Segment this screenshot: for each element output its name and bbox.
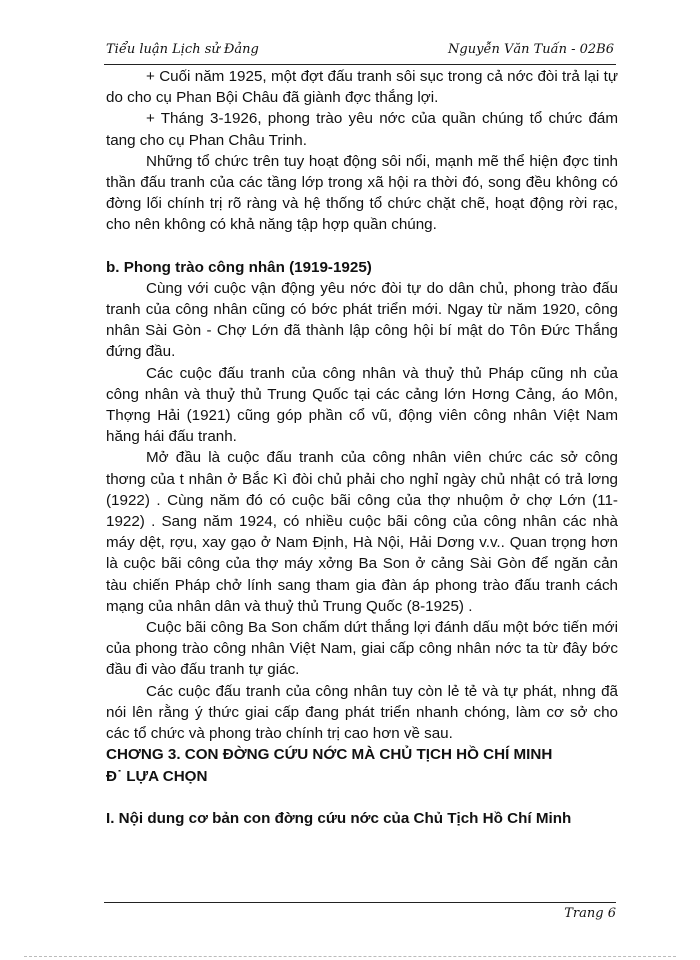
page-number: Trang 6: [564, 906, 616, 921]
chapter-title-line-1: CHƠNG 3. CON ĐỜNG CỨU NỚC MÀ CHỦ TỊCH HỒ CHÍ MINH: [106, 746, 553, 764]
paragraph-workers-3: Mở đầu là cuộc đấu tranh của công nhân viên chức các sở công thơng của t nhân ở Bắc Kì đòi chủ phải cho nghỉ ngày chủ nhật có trả lơng (1922) . Cùng năm đó có cuộc bãi công của thợ nhuộm ở chợ Lớn (11-1922) . Sang năm 1924, có nhiều cuộc bãi công của công nhân các nhà máy dệt, rợu, xay gạo ở Nam Định, Hà Nội, Hải Dơng v.v.. Quan trọng hơn là cuộc bãi công của thợ máy xởng Ba Son ở cảng Sài Gòn để ngăn cản tàu chiến Pháp chở lính sang tham gia đàn áp phong trào đấu tranh cách mạng của nhân dân và thuỷ thủ Trung Quốc (8-1925) .: [106, 449, 618, 615]
paragraph-march-1926: + Tháng 3-1926, phong trào yêu nớc của quần chúng tổ chức đám tang cho cụ Phan Châu Trinh.: [106, 110, 618, 149]
paragraph-spacer: [106, 787, 618, 808]
header-divider: [104, 64, 616, 65]
footer-divider: [104, 902, 616, 903]
paragraph-workers-2: Các cuộc đấu tranh của công nhân và thuỷ thủ Pháp cũng nh của công nhân và thuỷ thủ Trung Quốc tại các cảng lớn Hơng Cảng, áo Môn, Thợng Hải (1921) cũng góp phần cổ vũ, động viên công nhân Việt Nam hăng hái đấu tranh.: [106, 364, 618, 446]
header-author: Nguyễn Văn Tuấn - 02B6: [448, 42, 614, 57]
paragraph-spacer: [106, 236, 618, 257]
section-heading-content: I. Nội dung cơ bản con đờng cứu nớc của Chủ Tịch Hồ Chí Minh: [106, 809, 572, 827]
page-header: [106, 40, 614, 62]
paragraph-ba-son: Cuộc bãi công Ba Son chấm dứt thắng lợi đánh dấu một bớc tiến mới của phong trào công nhân Việt Nam, giai cấp công nhân nớc ta từ đây bớc đầu đi vào đấu tranh tự giác.: [106, 619, 618, 679]
chapter-title-line-2: Đ˙ LỰA CHỌN: [106, 767, 208, 785]
paragraph-organizations: Những tổ chức trên tuy hoạt động sôi nổi, mạnh mẽ thể hiện đợc tinh thần đấu tranh của các tầng lớp trong xã hội ra thời đó, song đều không có đờng lối chính trị rõ ràng và hệ thống tổ chức chặt chẽ, hoạt động rời rạc, cho nên không có khả năng tập hợp quần chúng.: [106, 152, 618, 234]
paragraph-end-1925: + Cuối năm 1925, một đợt đấu tranh sôi sục trong cả nớc đòi trả lại tự do cho cụ Phan Bội Châu đã giành đợc thắng lợi.: [106, 68, 618, 107]
header-document-title: Tiểu luận Lịch sử Đảng: [106, 42, 259, 57]
paragraph-class-consciousness: Các cuộc đấu tranh của công nhân tuy còn lẻ tẻ và tự phát, nhng đã nói lên rằng ý thức giai cấp đang phát triển nhanh chóng, làm cơ sở cho các tổ chức và phong trào chính trị cao hơn về sau.: [106, 682, 618, 743]
section-heading-workers-movement: b. Phong trào công nhân (1919-1925): [106, 258, 372, 276]
paragraph-workers-1: Cùng với cuộc vận động yêu nớc đòi tự do dân chủ, phong trào đấu tranh của công nhân cũng có bớc phát triển mới. Ngay từ năm 1920, công nhân Sài Gòn - Chợ Lớn đã thành lập công hội bí mật do Tôn Đức Thắng đứng đầu.: [106, 279, 618, 361]
document-body: [106, 66, 618, 829]
page-break-edge: [24, 956, 676, 957]
